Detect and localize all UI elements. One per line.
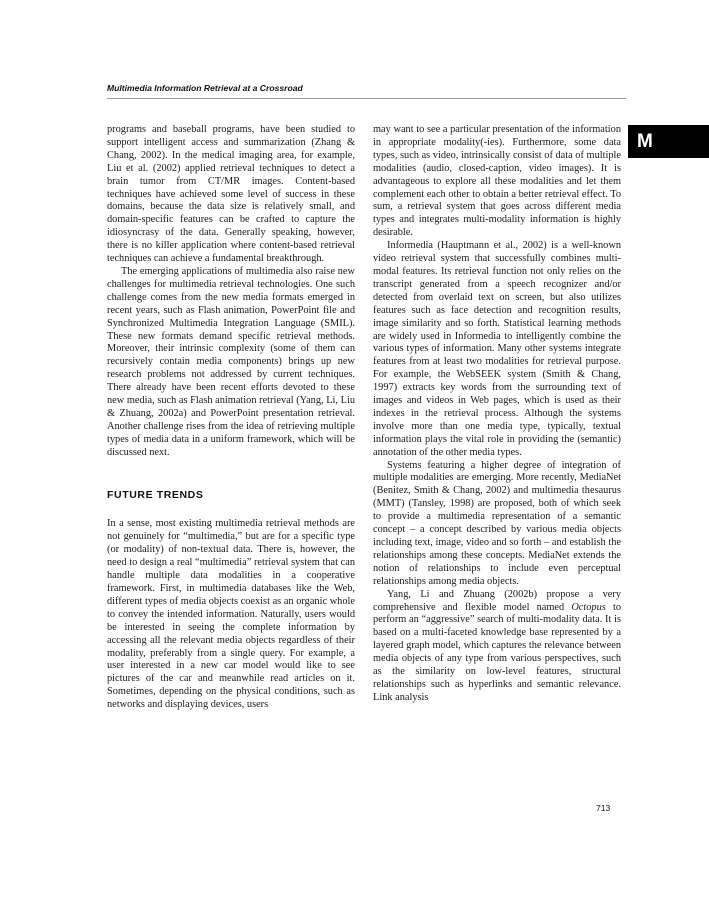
text-run: to perform an “aggressive” search of multi-modality data. It is based on a multi-faceted knowledge base represented by a layered graph model, which captures the relevance between media objects of any type from various perspectives, such as the similarity on low-level features, structural relationships such as hyperlinks and semantic relevance. Link analysis	[373, 601, 621, 703]
right-text-column	[373, 124, 621, 705]
body-paragraph: programs and baseball programs, have been studied to support intelligent access and summarization (Zhang & Chang, 2002). In the medical imaging area, for example, Liu et al. (2002) applied retrieval techniques to detect a brain tumor from CT/MR images. Content-based techniques have achieved some level of success in these domains, because the data size is relatively small, and domain-specific features can be crafted to capture the idiosyncrasy of the data. Generally speaking, however, there is no killer application where content-based retrieval techniques can achieve a fundamental breakthrough.	[107, 124, 355, 265]
header-divider	[107, 98, 626, 99]
body-paragraph: Systems featuring a higher degree of integration of multiple modalities are emerging. More recently, MediaNet (Benitez, Smith & Chang, 2002) and multimedia thesaurus (MMT) (Tansley, 1998) are proposed, both of which seek to provide a multimedia representation of a semantic concept – a concept described by various media objects including text, image, video and so forth – and establish the relationships among these concepts. MediaNet extends the notion of relationships to include even perceptual relationships among media objects.	[373, 459, 621, 587]
body-paragraph: In a sense, most existing multimedia retrieval methods are not genuinely for “multimedia,” but are for a specific type (or modality) of non-textual data. There is, however, the need to design a real “multimedia” retrieval system that can handle multiple data modalities in a cooperative framework. First, in multimedia databases like the Web, different types of media objects coexist as an organic whole to convey the intended information. Naturally, users would be interested in seeing the complete information by accessing all the relevant media objects regardless of their modality, preferably from a single query. For example, a user interested in a new car model would like to see pictures of the car and meanwhile read articles on it. Sometimes, depending on the physical conditions, such as networks and displaying devices, users	[107, 518, 355, 711]
text-run: Yang, Li and Zhuang (2002b) propose a very comprehensive and flexible model named	[373, 588, 621, 613]
left-text-column	[107, 124, 355, 712]
section-heading: FUTURE TRENDS	[107, 488, 204, 501]
page-number: 713	[596, 803, 611, 813]
body-paragraph: Informedia (Hauptmann et al., 2002) is a well-known video retrieval system that successfully combines multi-modal features. Its retrieval function not only relies on the transcript generated from a speech recognizer and/or detected from overlaid text on screen, but also utilizes features such as face detection and recognition results, image similarity and so forth. Statistical learning methods are widely used in Informedia to intelligently combine the various types of information. Many other systems integrate features from at least two modalities for retrieval purpose. For example, the WebSEEK system (Smith & Chang, 1997) extracts key words from the surrounding text of images and videos in Web pages, which is used as their indexes in the retrieval process. Although the systems involve more than one media type, typically, textual information plays the vital role in providing the (semantic) annotation of the other media types.	[373, 240, 621, 458]
body-paragraph: may want to see a particular presentation of the information in appropriate modality(-ies). Furthermore, some data types, such as video, intrinsically consist of data of multiple modalities (audio, closed-caption, video images). It is advantageous to explore all these modalities and let them complement each other to obtain a better retrieval effect. To sum, a retrieval system that goes across different media types and integrates multi-modality information is highly desirable.	[373, 124, 621, 239]
system-name-italic: Octopus	[571, 601, 606, 613]
body-paragraph	[373, 589, 621, 705]
section-letter-tab: M	[628, 125, 709, 158]
running-header-title: Multimedia Information Retrieval at a Crossroad	[107, 83, 303, 93]
body-paragraph: The emerging applications of multimedia also raise new challenges for multimedia retrieval technologies. One such challenge comes from the new media formats emerged in recent years, such as Flash animation, PowerPoint file and Synchronized Multimedia Integration Language (SMIL). These new formats demand specific retrieval methods. Moreover, their intrinsic complexity (some of them can recursively contain media components) brings up new research problems not addressed by current techniques. There already have been recent efforts devoted to these new media, such as Flash animation retrieval (Yang, Li, Liu & Zhuang, 2002a) and PowerPoint presentation retrieval. Another challenge rises from the idea of retrieving multiple types of media data in a uniform framework, which will be discussed next.	[107, 265, 355, 458]
